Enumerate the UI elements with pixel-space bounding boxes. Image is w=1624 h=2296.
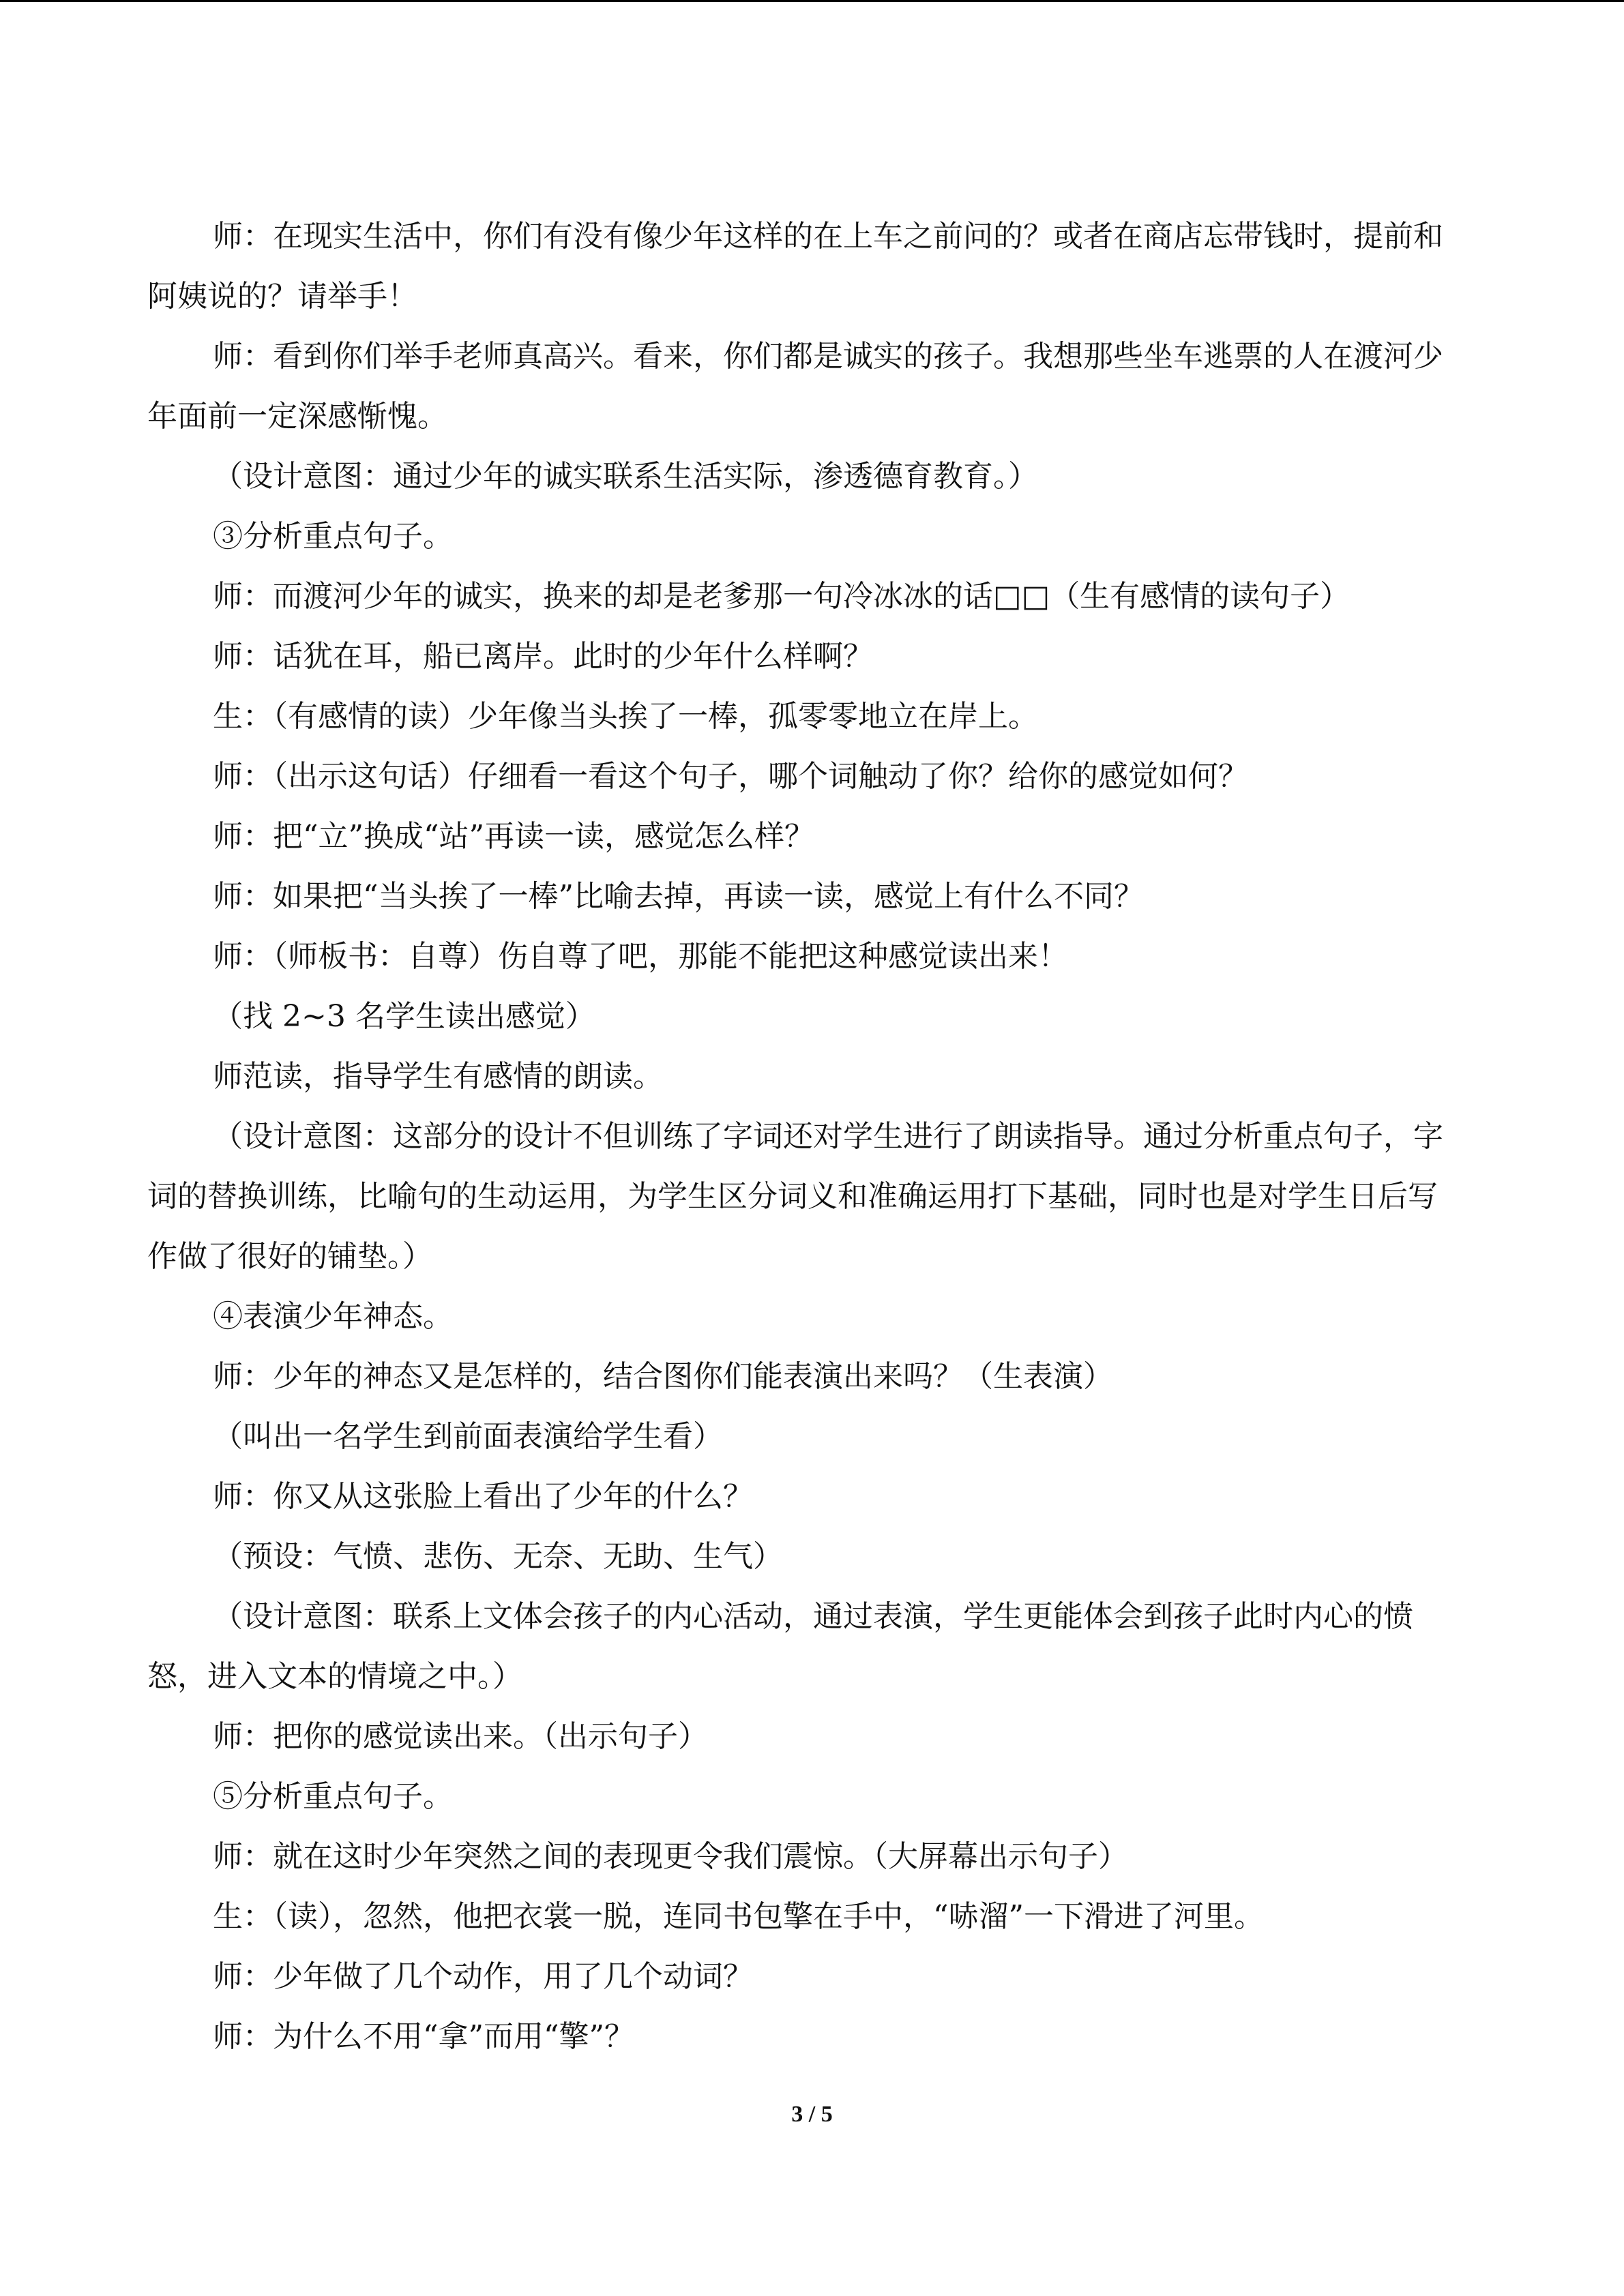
- paragraph: 师：把你的感觉读出来。（出示句子）: [213, 1719, 708, 1754]
- paragraph: 师：就在这时少年突然之间的表现更令我们震惊。（大屏幕出示句子）: [213, 1839, 1128, 1874]
- paragraph: （设计意图：联系上文体会孩子的内心活动，通过表演，学生更能体会到孩子此时内心的愤怒，进入文本的情境之中。）: [147, 1599, 1413, 1694]
- paragraph: （设计意图：通过少年的诚实联系生活实际，渗透德育教育。）: [213, 459, 1038, 494]
- paragraph: 师：少年的神态又是怎样的，结合图你们能表演出来吗？（生表演）: [213, 1359, 1113, 1394]
- paragraph: 师：把“立”换成“站”再读一读，感觉怎么样？: [213, 819, 814, 854]
- section-heading: ⑤分析重点句子。: [213, 1779, 453, 1814]
- section-heading: ③分析重点句子。: [213, 519, 453, 554]
- paragraph: （预设：气愤、悲伤、无奈、无助、生气）: [213, 1539, 783, 1574]
- paragraph: 师：（出示这句话）仔细看一看这个句子，哪个词触动了你？给你的感觉如何？: [213, 759, 1248, 794]
- paragraph: 师：（师板书：自尊）伤自尊了吧，那能不能把这种感觉读出来！: [213, 939, 1068, 974]
- section-heading: ④表演少年神态。: [213, 1299, 453, 1334]
- paragraph: 师：话犹在耳，船已离岸。此时的少年什么样啊？: [213, 639, 873, 674]
- paragraph: 师：如果把“当头挨了一棒”比喻去掉，再读一读，感觉上有什么不同？: [213, 879, 1144, 914]
- paragraph: 师：为什么不用“拿”而用“擎”？: [213, 2019, 634, 2054]
- paragraph: （设计意图：这部分的设计不但训练了字词还对学生进行了朗读指导。通过分析重点句子，字词的替换训练，比喻句的生动运用，为学生区分词义和准确运用打下基础，同时也是对学生日后写作做了很好的铺垫。）: [147, 1119, 1443, 1274]
- paragraph: 师：看到你们举手老师真高兴。看来，你们都是诚实的孩子。我想那些坐车逃票的人在渡河少年面前一定深感惭愧。: [147, 339, 1443, 434]
- paragraph: 师：在现实生活中，你们有没有像少年这样的在上车之前问的？或者在商店忘带钱时，提前和阿姨说的？请举手！: [147, 219, 1443, 314]
- paragraph: 生：（有感情的读）少年像当头挨了一棒，孤零零地立在岸上。: [213, 699, 1038, 734]
- paragraph: （找 2~3 名学生读出感觉）: [213, 999, 595, 1034]
- paragraph: 师：少年做了几个动作，用了几个动词？: [213, 1959, 753, 1994]
- paragraph: （叫出一名学生到前面表演给学生看）: [213, 1419, 723, 1454]
- paragraph: 师：你又从这张脸上看出了少年的什么？: [213, 1479, 753, 1514]
- paragraph: 师范读，指导学生有感情的朗读。: [213, 1059, 663, 1094]
- paragraph: 师：而渡河少年的诚实，换来的却是老爹那一句冷冰冰的话□□（生有感情的读句子）: [213, 579, 1350, 614]
- paragraph: 生：（读），忽然，他把衣裳一脱，连同书包擎在手中，“哧溜”一下滑进了河里。: [213, 1899, 1264, 1934]
- document-body: [147, 207, 1464, 2067]
- page-number: 3 / 5: [791, 2102, 833, 2127]
- top-border-line: [0, 0, 1624, 2]
